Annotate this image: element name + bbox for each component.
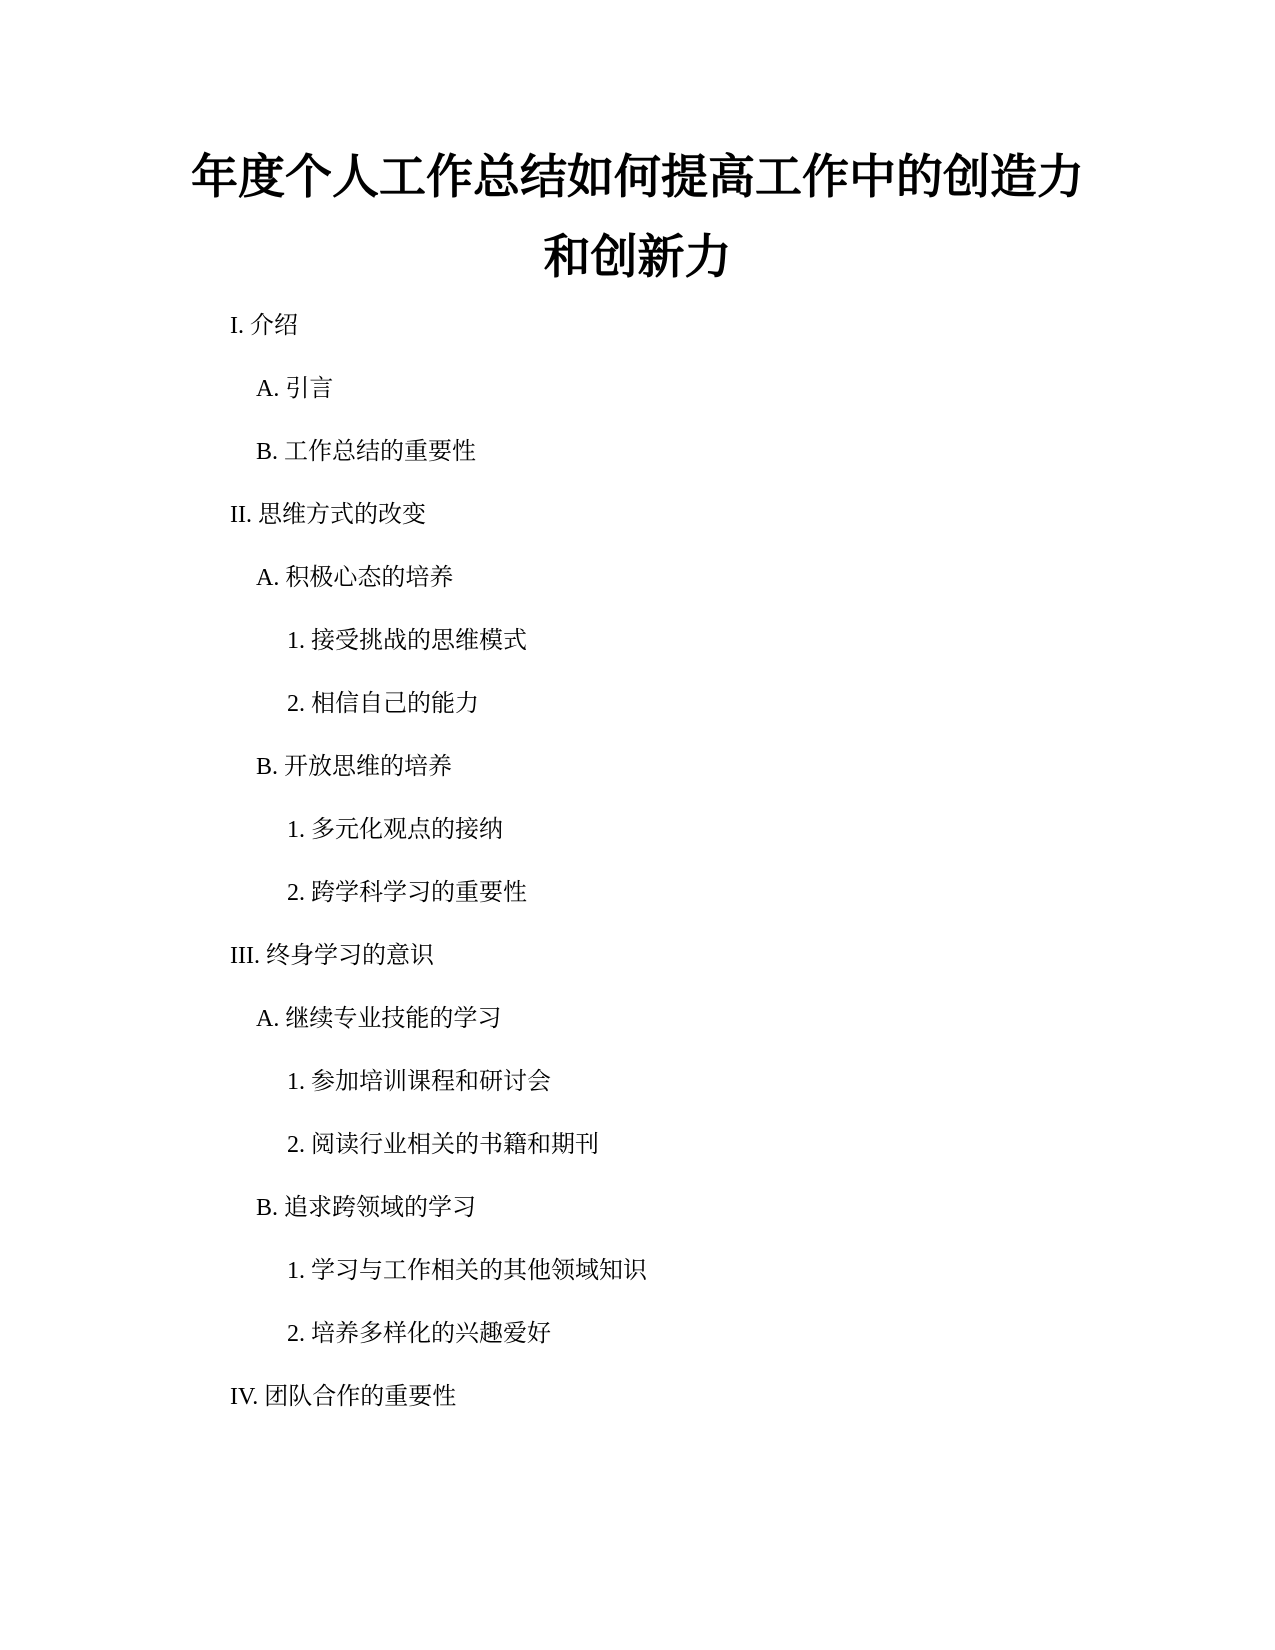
outline-heading: I. 介绍 [230, 313, 298, 339]
outline-subheading: B. 工作总结的重要性 [256, 439, 477, 465]
outline-point: 1. 接受挑战的思维模式 [287, 628, 527, 654]
outline-point: 1. 多元化观点的接纳 [287, 817, 503, 843]
outline-subheading: A. 积极心态的培养 [256, 565, 454, 591]
outline-point: 1. 参加培训课程和研讨会 [287, 1069, 551, 1095]
outline-point: 2. 培养多样化的兴趣爱好 [287, 1321, 551, 1347]
outline-subheading: A. 继续专业技能的学习 [256, 1006, 502, 1032]
outline-heading: III. 终身学习的意识 [230, 943, 434, 969]
outline-point: 1. 学习与工作相关的其他领域知识 [287, 1258, 647, 1284]
outline-point: 2. 跨学科学习的重要性 [287, 880, 527, 906]
outline-subheading: A. 引言 [256, 376, 334, 402]
outline-heading: IV. 团队合作的重要性 [230, 1384, 457, 1410]
document-title-line-2: 和创新力 [543, 230, 732, 285]
outline-point: 2. 阅读行业相关的书籍和期刊 [287, 1132, 599, 1158]
outline-heading: II. 思维方式的改变 [230, 502, 426, 528]
outline-subheading: B. 开放思维的培养 [256, 754, 453, 780]
outline-subheading: B. 追求跨领域的学习 [256, 1195, 477, 1221]
outline-point: 2. 相信自己的能力 [287, 691, 479, 717]
document-title-line-1: 年度个人工作总结如何提高工作中的创造力 [191, 150, 1084, 205]
